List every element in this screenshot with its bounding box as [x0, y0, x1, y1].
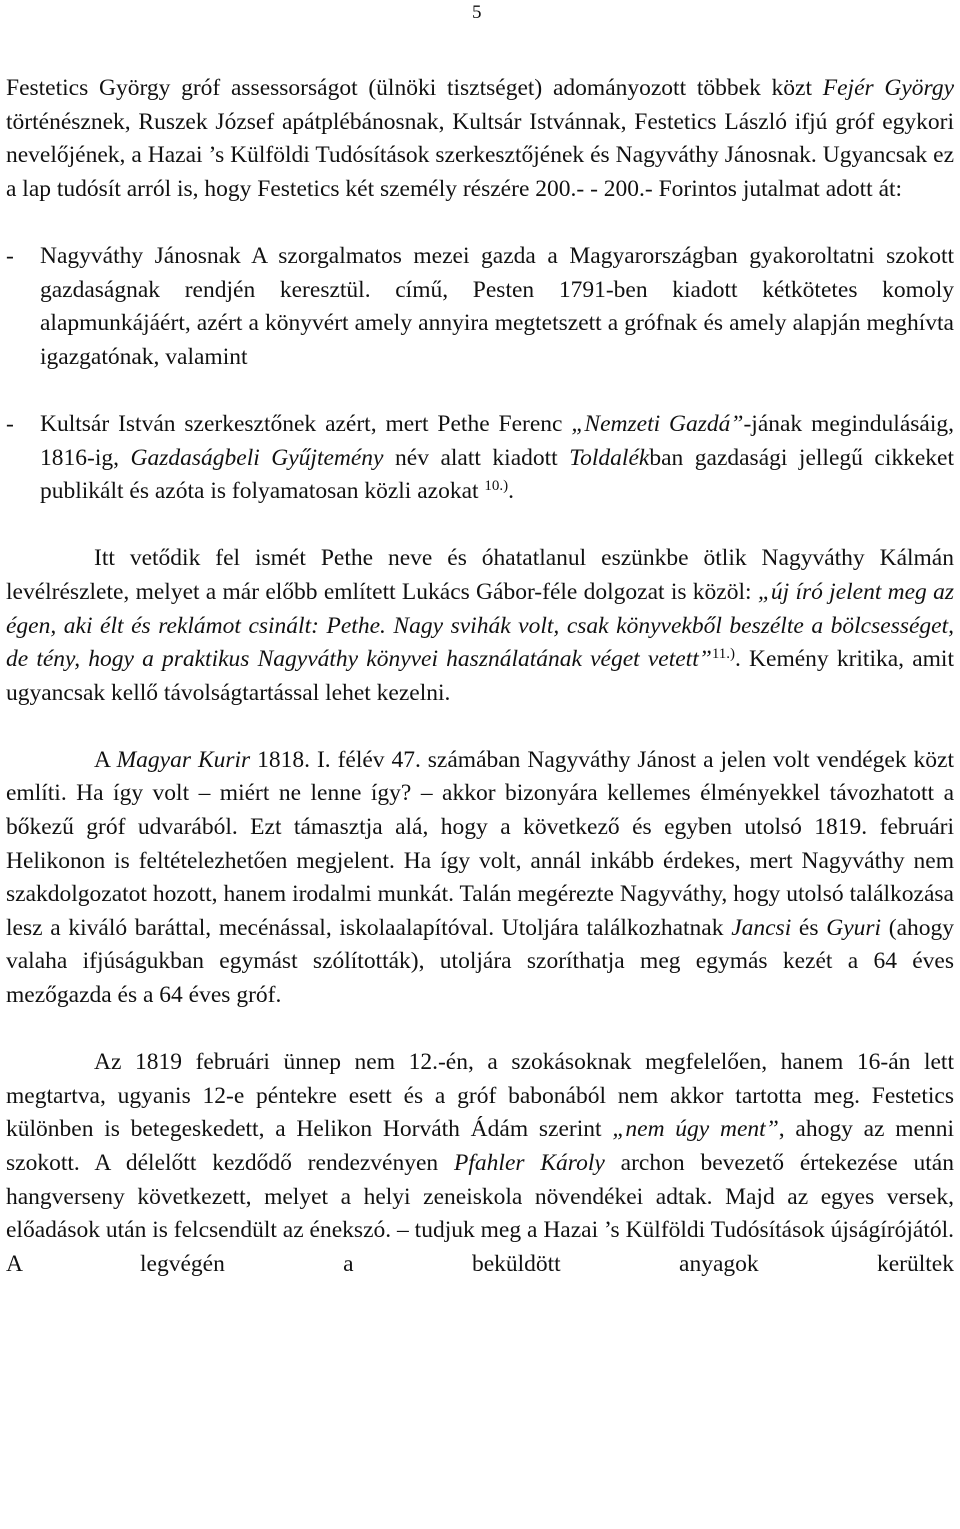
italic-name: Gyuri [826, 914, 882, 941]
text-segment: Kultsár István szerkesztőnek azért, mert Pethe Ferenc [40, 410, 572, 437]
paragraph-3 [6, 744, 954, 1013]
text-segment: Festetics György gróf assessorságot (ülnöki tisztséget) adományozott többek közt [6, 75, 823, 101]
text-segment: . [508, 478, 515, 505]
footnote-ref: 10.) [484, 478, 509, 495]
italic-title: Magyar Kurir [116, 746, 251, 773]
paragraph-4 [6, 1046, 954, 1281]
list-item-1 [6, 240, 954, 374]
text-segment: ban gazdasági jellegű cikkeket publikált és azóta is folyamatosan közli azokat [40, 444, 954, 505]
text-segment: , ahogy az menni szokott. A délelőtt kezdődő rendezvényen [6, 1116, 954, 1176]
italic-title: Gazdaságbeli Gyűjtemény [130, 444, 384, 471]
text-segment: archon bevezető értekezése után hangverseny következett, melyet a helyi zeneiskola növendékei adtak. Majd az egyes versek, előadások után is felcsendült az énekszó. – tudjuk meg a Hazai ’s Külföldi Tudósítások újságírójától. A legvégén a beküldött anyagok kerültek [6, 1150, 954, 1277]
text-segment: 1818. I. félév 47. számában Nagyváthy Jánost a jelen volt vendégek közt említi. Ha így volt – miért ne lenne így? – akkor bizonyára kellemes élményekkel távozhatott a bőkezű gróf udvarából. Ezt támasztja alá, hogy a következő és egyben utolsó 1819. februári Helikonon is feltételezhetően megjelent. Ha így volt, annál inkább érdekes, mert Nagyváthy nem szakdolgozatot hozott, hanem irodalmi munkát. Talán megérezte Nagyváthy, hogy utolsó találkozása lesz a kiváló baráttal, mecénással, iskolaalapítóval. Utoljára találkozhatnak [6, 746, 954, 941]
text-segment: Itt vetődik fel ismét Pethe neve és óhatatlanul eszünkbe ötlik Nagyváthy Kálmán levélrészlete, melyet a már előbb említett Lukács Gábor-féle dolgozat is közöl: [6, 545, 954, 605]
italic-name: Pfahler Károly [454, 1150, 605, 1176]
paragraph-1 [6, 72, 954, 206]
paragraph-2 [6, 542, 954, 710]
text-segment: A [94, 746, 117, 773]
text-segment: (ahogy valaha ifjúságukban egymást szólították), utoljára szoríthatja meg egymás kezét a 64 éves mezőgazda és a 64 éves gróf. [6, 914, 955, 1009]
document-body [6, 72, 954, 1281]
text-segment: -jának megindulásáig, 1816-ig, [40, 410, 954, 471]
text-segment: és [791, 914, 827, 941]
list-item-text: Nagyváthy Jánosnak A szorgalmatos mezei gazda a Magyarországban gyakoroltatni szokott gazdaságnak rendjén keresztül. című, Pesten 1791-ben kiadott kétkötetes komoly alapmunkájáért, azért a könyvért amely annyira megtetszett a grófnak és amely alapján meghívta igazgatónak, valamint [40, 242, 954, 370]
italic-quote: „nem úgy ment” [612, 1116, 779, 1143]
list-item-2 [6, 408, 954, 509]
footnote-ref: 11.) [711, 646, 736, 663]
italic-name: Fejér György [822, 75, 955, 101]
italic-title: Toldalék [569, 444, 650, 471]
text-segment: Az 1819 februári ünnep nem 12.-én, a szokásoknak megfelelően, hanem 16-án lett megtartva, ugyanis 12-e péntekre esett és a gróf babonából nem akkor tartotta meg. Festetics különben is betegeskedett, a Helikon Horváth Ádám szerint [6, 1049, 954, 1143]
italic-title: „Nemzeti Gazdá” [571, 410, 744, 437]
list-dash: - [6, 410, 14, 437]
list-dash: - [6, 242, 14, 269]
italic-name: Jancsi [731, 914, 792, 941]
page-number: 5 [472, 2, 482, 23]
italic-quote: „új író jelent meg az égen, aki élt és reklámot csinált: Pethe. Nagy svihák volt, csak könyvekből beszélte a bölcsességet, de tény, hogy a praktikus Nagyváthy könyvei használatának véget vetett” [6, 578, 954, 673]
text-segment: történésznek, Ruszek József apátplébánosnak, Kultsár Istvánnak, Festetics László ifjú gróf egykori nevelőjének, a Hazai ’s Külföldi Tudósítások szerkesztőjének és Nagyváthy Jánosnak. Ugyancsak ez a lap tudósít arról is, hogy Festetics két személy részére 200.- - 200.- Forintos jutalmat adott át: [6, 108, 954, 202]
text-segment: név alatt kiadott [383, 444, 570, 471]
text-segment: . Kemény kritika, amit ugyancsak kellő távolságtartással lehet kezelni. [6, 646, 954, 706]
